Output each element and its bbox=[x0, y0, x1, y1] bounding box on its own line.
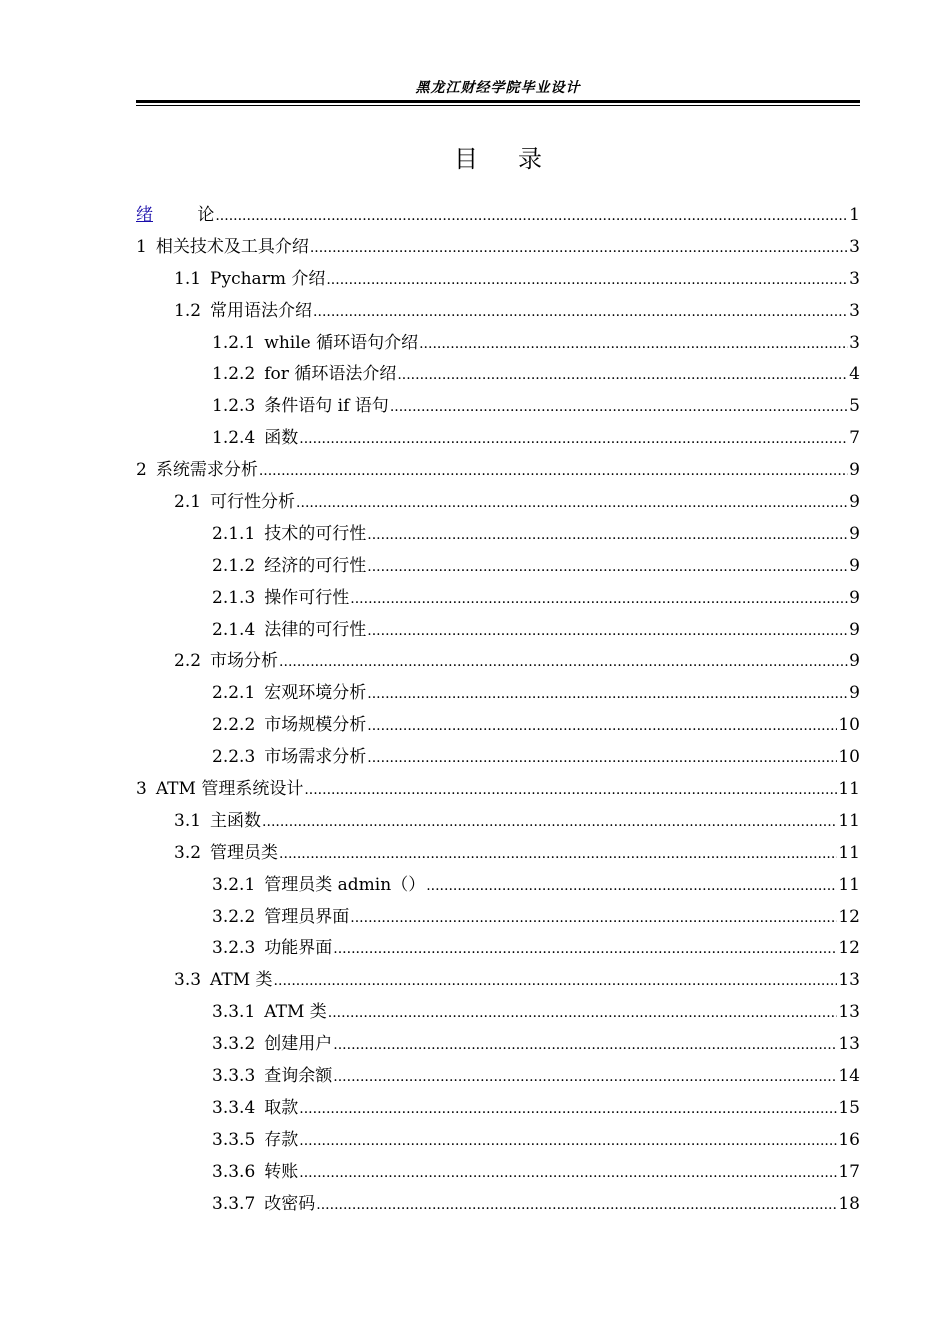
toc-entry-number: 2.1.1 bbox=[212, 523, 256, 544]
toc-leader-dots bbox=[419, 329, 848, 361]
toc-entry-label: 转账 bbox=[264, 1161, 299, 1182]
toc-entry[interactable] bbox=[136, 1189, 860, 1221]
toc-entry-label: 主函数 bbox=[210, 810, 262, 831]
toc-leader-dots bbox=[333, 1062, 837, 1094]
toc-leader-dots bbox=[350, 903, 837, 935]
toc-entry[interactable] bbox=[136, 1125, 860, 1157]
toc-entry-number: 3 bbox=[136, 779, 147, 800]
toc-entry-page: 11 bbox=[838, 842, 860, 863]
toc-entry-number: 2.2.3 bbox=[212, 747, 256, 768]
toc-entry-label: 技术的可行性 bbox=[264, 523, 367, 544]
toc-entry-label: while 循环语句介绍 bbox=[264, 332, 419, 353]
toc-entry-label[interactable]: 绪 bbox=[136, 205, 153, 225]
toc-entry-number: 3.2 bbox=[174, 842, 202, 863]
toc-entry-page: 3 bbox=[849, 268, 860, 289]
toc-entry[interactable] bbox=[136, 1157, 860, 1189]
toc-entry[interactable] bbox=[136, 646, 860, 678]
toc-entry-label: 经济的可行性 bbox=[264, 555, 367, 576]
toc-entry-number: 2.2 bbox=[174, 651, 202, 672]
toc-leader-dots bbox=[279, 839, 837, 871]
toc-entry[interactable] bbox=[136, 519, 860, 551]
toc-leader-dots bbox=[279, 647, 848, 679]
toc-entry-number: 1.2.2 bbox=[212, 364, 256, 385]
toc-entry[interactable] bbox=[136, 200, 860, 232]
toc-leader-dots bbox=[350, 584, 848, 616]
toc-entry-page: 7 bbox=[849, 428, 860, 449]
toc-entry-number: 2.1.2 bbox=[212, 555, 256, 576]
toc-leader-dots bbox=[262, 807, 837, 839]
toc-entry-page: 9 bbox=[849, 619, 860, 640]
toc-entry-page: 18 bbox=[838, 1193, 860, 1214]
toc-entry-label: 函数 bbox=[264, 428, 299, 449]
toc-entry-label: 功能界面 bbox=[264, 938, 333, 959]
toc-entry[interactable] bbox=[136, 678, 860, 710]
toc-entry-page: 9 bbox=[849, 587, 860, 608]
toc-leader-dots bbox=[299, 1126, 837, 1158]
toc-entry-label: 创建用户 bbox=[264, 1034, 333, 1055]
toc-leader-dots bbox=[367, 552, 848, 584]
toc-entry-page: 9 bbox=[849, 523, 860, 544]
toc-entry-page: 11 bbox=[838, 810, 860, 831]
toc-leader-dots bbox=[426, 871, 837, 903]
header-rule-thick bbox=[136, 100, 860, 103]
toc-leader-dots bbox=[328, 998, 838, 1030]
toc-entry-label-second: 论 bbox=[197, 205, 215, 225]
toc-entry-page: 9 bbox=[849, 555, 860, 576]
toc-entry-number: 3.3.6 bbox=[212, 1161, 256, 1182]
toc-entry-label: 操作可行性 bbox=[264, 587, 350, 608]
toc-leader-dots bbox=[299, 424, 848, 456]
toc-list bbox=[136, 200, 860, 1221]
toc-leader-dots bbox=[274, 966, 838, 998]
toc-leader-dots bbox=[296, 488, 848, 520]
toc-entry-label: 市场规模分析 bbox=[264, 715, 367, 736]
toc-leader-dots bbox=[299, 1094, 837, 1126]
toc-entry-page: 13 bbox=[838, 1002, 860, 1023]
toc-entry-number: 3.3.7 bbox=[212, 1193, 256, 1214]
toc-entry-number: 2 bbox=[136, 460, 147, 481]
toc-leader-dots bbox=[367, 520, 848, 552]
toc-entry[interactable] bbox=[136, 487, 860, 519]
toc-entry-number: 3.3 bbox=[174, 970, 202, 991]
toc-entry[interactable] bbox=[136, 359, 860, 391]
toc-entry[interactable] bbox=[136, 870, 860, 902]
page-header: 黑龙江财经学院毕业设计 bbox=[415, 80, 581, 96]
toc-entry-page: 9 bbox=[849, 651, 860, 672]
toc-leader-dots bbox=[397, 360, 848, 392]
toc-entry[interactable] bbox=[136, 391, 860, 423]
toc-entry-number: 3.3.1 bbox=[212, 1002, 256, 1023]
toc-leader-dots bbox=[299, 1158, 837, 1190]
toc-entry-page: 3 bbox=[849, 236, 860, 257]
toc-entry-page: 14 bbox=[838, 1066, 860, 1087]
toc-entry-number: 3.3.3 bbox=[212, 1066, 256, 1087]
toc-entry-label: 管理员类 bbox=[210, 842, 279, 863]
toc-leader-dots bbox=[215, 201, 848, 233]
toc-entry-page: 12 bbox=[838, 906, 860, 927]
toc-entry-number: 1.2.3 bbox=[212, 396, 256, 417]
toc-entry-label: ATM 类 bbox=[264, 1002, 327, 1023]
toc-entry-page: 11 bbox=[838, 779, 860, 800]
toc-entry-page: 4 bbox=[849, 364, 860, 385]
toc-entry-page: 1 bbox=[849, 205, 860, 225]
toc-entry-page: 9 bbox=[849, 492, 860, 513]
toc-leader-dots bbox=[367, 679, 848, 711]
toc-leader-dots bbox=[333, 934, 837, 966]
toc-entry-label: 法律的可行性 bbox=[264, 619, 367, 640]
toc-entry-page: 5 bbox=[849, 396, 860, 417]
toc-entry-page: 15 bbox=[838, 1097, 860, 1118]
toc-entry-label: ATM 类 bbox=[210, 970, 273, 991]
toc-entry-label: 宏观环境分析 bbox=[264, 683, 367, 704]
toc-entry-page: 3 bbox=[849, 300, 860, 321]
toc-entry[interactable] bbox=[136, 1061, 860, 1093]
toc-leader-dots bbox=[326, 265, 848, 297]
toc-entry-number: 3.2.3 bbox=[212, 938, 256, 959]
toc-entry-label: 取款 bbox=[264, 1097, 299, 1118]
toc-entry-page: 13 bbox=[838, 1034, 860, 1055]
toc-entry-label: 系统需求分析 bbox=[155, 460, 258, 481]
toc-entry[interactable] bbox=[136, 232, 860, 264]
toc-leader-dots bbox=[367, 743, 837, 775]
toc-entry[interactable] bbox=[136, 296, 860, 328]
toc-entry-number: 2.2.1 bbox=[212, 683, 256, 704]
toc-entry-page: 17 bbox=[838, 1161, 860, 1182]
toc-entry[interactable] bbox=[136, 806, 860, 838]
toc-entry[interactable] bbox=[136, 1029, 860, 1061]
toc-entry-label: 管理员界面 bbox=[264, 906, 350, 927]
toc-entry-page: 13 bbox=[838, 970, 860, 991]
toc-entry[interactable] bbox=[136, 423, 860, 455]
toc-entry-page: 10 bbox=[838, 715, 860, 736]
toc-entry[interactable] bbox=[136, 742, 860, 774]
toc-entry-number: 1.1 bbox=[174, 268, 202, 289]
toc-leader-dots bbox=[333, 1030, 837, 1062]
toc-entry[interactable] bbox=[136, 710, 860, 742]
toc-entry-label: 条件语句 if 语句 bbox=[264, 396, 389, 417]
toc-leader-dots bbox=[390, 392, 848, 424]
toc-entry[interactable] bbox=[136, 455, 860, 487]
toc-entry-number: 2.1.4 bbox=[212, 619, 256, 640]
toc-entry-number: 3.2.2 bbox=[212, 906, 256, 927]
toc-entry-number: 3.3.5 bbox=[212, 1129, 256, 1150]
toc-entry-label: 常用语法介绍 bbox=[210, 300, 313, 321]
toc-entry-label: 市场需求分析 bbox=[264, 747, 367, 768]
toc-entry-page: 3 bbox=[849, 332, 860, 353]
toc-entry-label: 改密码 bbox=[264, 1193, 316, 1214]
header-rule-thin bbox=[136, 105, 860, 106]
toc-title: 目录 bbox=[454, 145, 582, 173]
toc-entry-number: 1.2.4 bbox=[212, 428, 256, 449]
toc-entry-number: 2.2.2 bbox=[212, 715, 256, 736]
toc-entry[interactable] bbox=[136, 933, 860, 965]
toc-entry[interactable] bbox=[136, 583, 860, 615]
toc-entry-label: 存款 bbox=[264, 1129, 299, 1150]
toc-entry-page: 12 bbox=[838, 938, 860, 959]
toc-entry[interactable] bbox=[136, 838, 860, 870]
toc-entry-number: 1.2.1 bbox=[212, 332, 256, 353]
toc-entry-number: 2.1.3 bbox=[212, 587, 256, 608]
toc-entry-label: for 循环语法介绍 bbox=[264, 364, 397, 385]
toc-entry-number: 3.3.2 bbox=[212, 1034, 256, 1055]
toc-entry-label: ATM 管理系统设计 bbox=[155, 779, 304, 800]
toc-entry[interactable] bbox=[136, 774, 860, 806]
toc-entry-label: 市场分析 bbox=[210, 651, 279, 672]
toc-leader-dots bbox=[316, 1190, 837, 1222]
toc-leader-dots bbox=[310, 233, 848, 265]
toc-entry-label: 管理员类 admin（） bbox=[264, 874, 426, 895]
toc-entry-number: 2.1 bbox=[174, 492, 202, 513]
toc-entry-label: 查询余额 bbox=[264, 1066, 333, 1087]
toc-entry-number: 1 bbox=[136, 236, 147, 257]
toc-entry-page: 16 bbox=[838, 1129, 860, 1150]
toc-entry-number: 3.3.4 bbox=[212, 1097, 256, 1118]
toc-entry-label: 可行性分析 bbox=[210, 492, 296, 513]
toc-leader-dots bbox=[367, 711, 837, 743]
toc-entry[interactable] bbox=[136, 965, 860, 997]
toc-leader-dots bbox=[304, 775, 837, 807]
toc-entry[interactable] bbox=[136, 551, 860, 583]
toc-entry[interactable] bbox=[136, 328, 860, 360]
toc-entry-page: 9 bbox=[849, 683, 860, 704]
toc-entry-number: 3.2.1 bbox=[212, 874, 256, 895]
toc-entry-label: 相关技术及工具介绍 bbox=[155, 236, 309, 257]
toc-leader-dots bbox=[259, 456, 848, 488]
toc-entry[interactable] bbox=[136, 997, 860, 1029]
toc-entry-number: 1.2 bbox=[174, 300, 202, 321]
toc-entry[interactable] bbox=[136, 264, 860, 296]
toc-entry-number: 3.1 bbox=[174, 810, 202, 831]
toc-entry[interactable] bbox=[136, 902, 860, 934]
toc-entry[interactable] bbox=[136, 615, 860, 647]
toc-entry-label: Pycharm 介绍 bbox=[210, 268, 326, 289]
toc-leader-dots bbox=[313, 297, 848, 329]
toc-entry[interactable] bbox=[136, 1093, 860, 1125]
toc-entry-page: 11 bbox=[838, 874, 860, 895]
toc-leader-dots bbox=[367, 616, 848, 648]
toc-entry-page: 10 bbox=[838, 747, 860, 768]
toc-entry-page: 9 bbox=[849, 460, 860, 481]
